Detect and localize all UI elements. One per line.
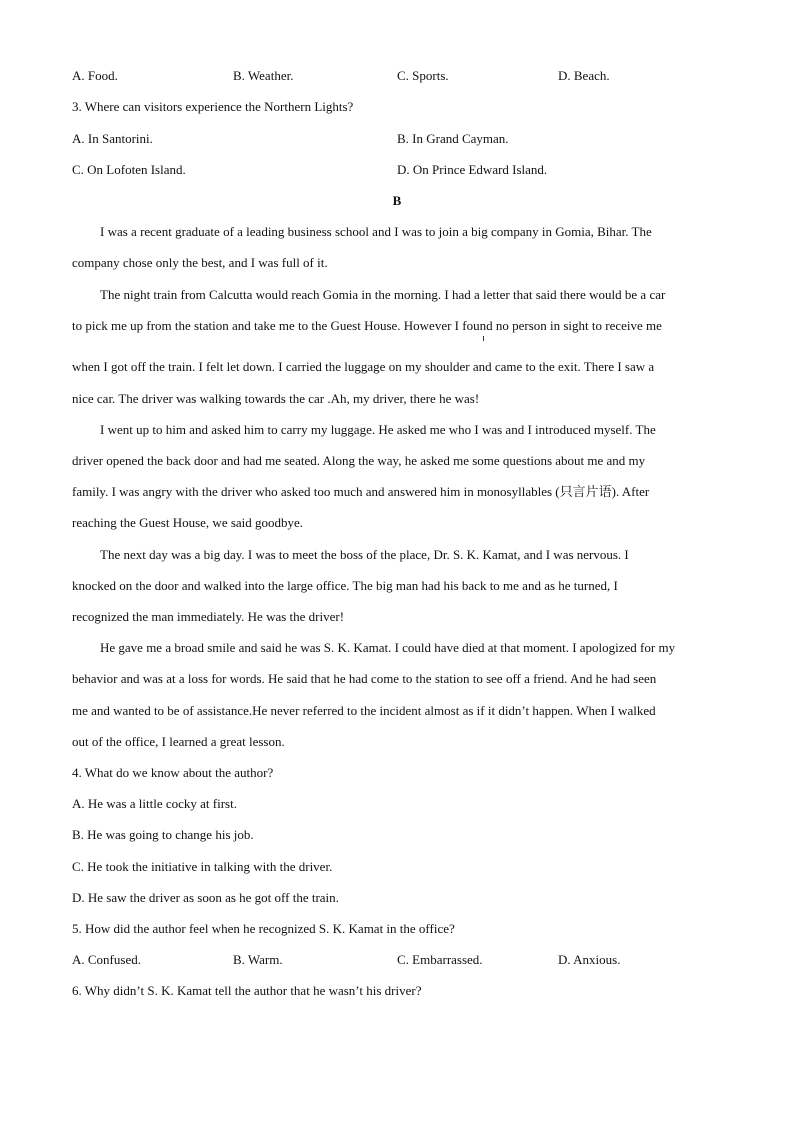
section-b-heading: B xyxy=(392,193,402,208)
q3-option-a: A. In Santorini. xyxy=(72,131,153,146)
passage-line: to pick me up from the station and take me to the Guest House. However I found no person in sight to receive me xyxy=(72,318,662,333)
passage-line: He gave me a broad smile and said he was S. K. Kamat. I could have died at that moment. I apologized for my xyxy=(100,640,676,655)
q5-question: 5. How did the author feel when he recognized S. K. Kamat in the office? xyxy=(72,921,455,936)
passage-line: company chose only the best, and I was full of it. xyxy=(72,255,328,270)
passage-line: I went up to him and asked him to carry my luggage. He asked me who I was and I introduced myself. The xyxy=(100,422,656,437)
q2-option-a: A. Food. xyxy=(72,68,118,83)
q4-option-a: A. He was a little cocky at first. xyxy=(72,796,237,811)
passage-line: nice car. The driver was walking towards the car .Ah, my driver, there he was! xyxy=(72,391,480,406)
passage-line: I was a recent graduate of a leading business school and I was to join a big company in Gomia, Bihar. The xyxy=(100,224,652,239)
q2-option-c: C. Sports. xyxy=(397,68,449,83)
passage-line: out of the office, I learned a great lesson. xyxy=(72,734,285,749)
q4-option-d: D. He saw the driver as soon as he got off the train. xyxy=(72,890,339,905)
q4-option-c: C. He took the initiative in talking with the driver. xyxy=(72,859,333,874)
q3-question: 3. Where can visitors experience the Northern Lights? xyxy=(72,99,354,114)
q5-option-a: A. Confused. xyxy=(72,952,141,967)
stray-mark xyxy=(483,336,484,341)
q6-question: 6. Why didn’t S. K. Kamat tell the author that he wasn’t his driver? xyxy=(72,983,422,998)
passage-line: The next day was a big day. I was to meet the boss of the place, Dr. S. K. Kamat, and I was nervous. I xyxy=(100,547,629,562)
passage-line: recognized the man immediately. He was the driver! xyxy=(72,609,345,624)
passage-line: when I got off the train. I felt let down. I carried the luggage on my shoulder and came to the exit. There I saw a xyxy=(72,359,655,374)
passage-line: The night train from Calcutta would reach Gomia in the morning. I had a letter that said there would be a car xyxy=(100,287,666,302)
q5-option-c: C. Embarrassed. xyxy=(397,952,483,967)
q4-question: 4. What do we know about the author? xyxy=(72,765,274,780)
q5-option-b: B. Warm. xyxy=(233,952,283,967)
q2-option-b: B. Weather. xyxy=(233,68,294,83)
q3-option-c: C. On Lofoten Island. xyxy=(72,162,186,177)
passage-line: driver opened the back door and had me seated. Along the way, he asked me some questions about me and my xyxy=(72,453,646,468)
passage-line: behavior and was at a loss for words. He said that he had come to the station to see off a friend. And he had seen xyxy=(72,671,657,686)
passage-line: me and wanted to be of assistance.He never referred to the incident almost as if it didn’t happen. When I walked xyxy=(72,703,656,718)
q4-option-b: B. He was going to change his job. xyxy=(72,827,254,842)
passage-line: knocked on the door and walked into the large office. The big man had his back to me and as he turned, I xyxy=(72,578,618,593)
passage-line: family. I was angry with the driver who asked too much and answered him in monosyllables (只言片语). After xyxy=(72,484,650,499)
passage-line: reaching the Guest House, we said goodbye. xyxy=(72,515,304,530)
q3-option-d: D. On Prince Edward Island. xyxy=(397,162,548,177)
q5-option-d: D. Anxious. xyxy=(558,952,621,967)
q3-option-b: B. In Grand Cayman. xyxy=(397,131,509,146)
q2-option-d: D. Beach. xyxy=(558,68,610,83)
